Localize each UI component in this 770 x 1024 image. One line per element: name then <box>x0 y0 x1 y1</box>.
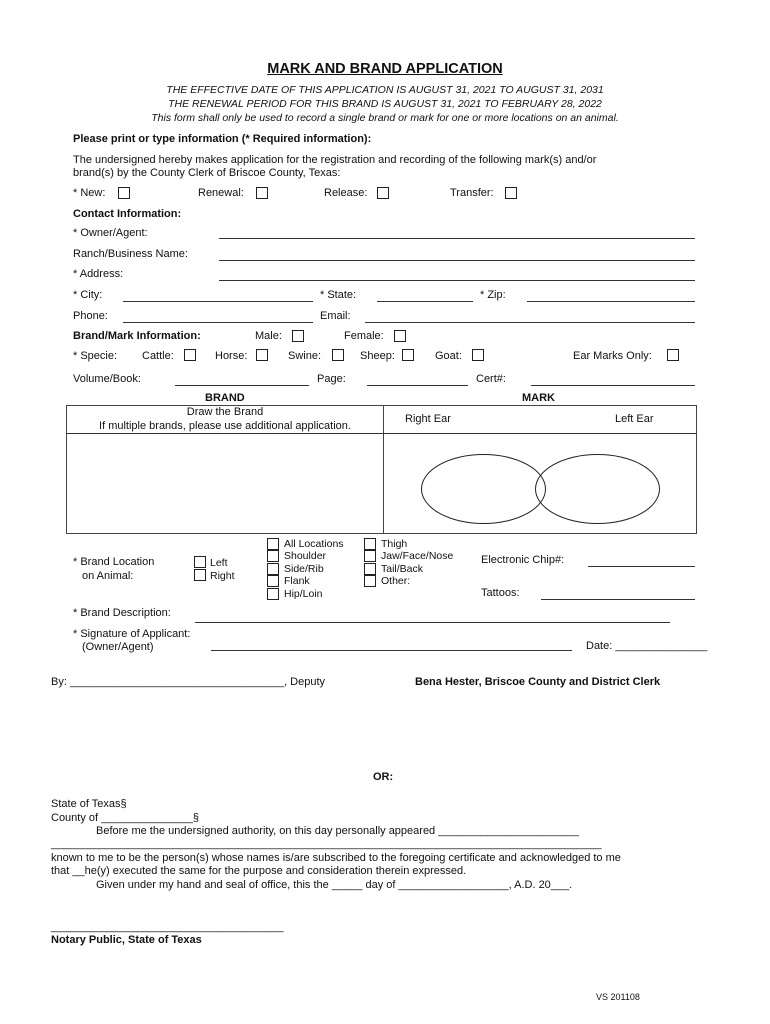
notary-county[interactable]: County of _______________§ <box>51 812 200 824</box>
shoulder-checkbox[interactable] <box>267 550 279 562</box>
sheep-checkbox[interactable] <box>402 349 414 361</box>
all-locations-label: All Locations <box>284 538 344 550</box>
thigh-label: Thigh <box>381 538 408 550</box>
owner-field[interactable] <box>219 238 695 239</box>
page-title: MARK AND BRAND APPLICATION <box>267 61 503 77</box>
notary-before: Before me the undersigned authority, on this day personally appeared _______________________ <box>96 825 579 837</box>
transfer-checkbox[interactable] <box>505 187 517 199</box>
swine-checkbox[interactable] <box>332 349 344 361</box>
state-field[interactable] <box>377 301 473 302</box>
new-checkbox[interactable] <box>118 187 130 199</box>
tattoos-field[interactable] <box>541 599 695 600</box>
electronic-chip-label: Electronic Chip#: <box>481 554 565 566</box>
brand-description-field[interactable] <box>195 622 670 623</box>
email-field[interactable] <box>365 322 695 323</box>
effective-date-line: THE EFFECTIVE DATE OF THIS APPLICATION IS AUGUST 31, 2021 TO AUGUST 31, 2031 <box>166 84 604 96</box>
address-label: * Address: <box>73 268 124 280</box>
ranch-field[interactable] <box>219 260 695 261</box>
shoulder-label: Shoulder <box>284 550 327 562</box>
owner-agent-label: (Owner/Agent) <box>82 641 154 653</box>
deputy-line[interactable]: By: ___________________________________, Deputy <box>51 676 326 688</box>
right-side-checkbox[interactable] <box>194 569 206 581</box>
phone-label: Phone: <box>73 310 108 322</box>
cert-label: Cert#: <box>476 373 506 385</box>
swine-label: Swine: <box>288 350 322 362</box>
goat-label: Goat: <box>435 350 462 362</box>
contact-heading: Contact Information: <box>73 208 182 220</box>
release-label: Release: <box>324 187 368 199</box>
horse-checkbox[interactable] <box>256 349 268 361</box>
email-label: Email: <box>320 310 351 322</box>
left-side-label: Left <box>210 557 228 569</box>
all-locations-checkbox[interactable] <box>267 538 279 550</box>
notary-public-label: Notary Public, State of Texas <box>51 934 202 946</box>
side-rib-label: Side/Rib <box>284 563 324 575</box>
goat-checkbox[interactable] <box>472 349 484 361</box>
tattoos-label: Tattoos: <box>481 587 520 599</box>
intro-line-1: The undersigned hereby makes application for the registration and recording of the following mark(s) and/or <box>73 154 597 166</box>
zip-field[interactable] <box>527 301 695 302</box>
clerk-name: Bena Hester, Briscoe County and District Clerk <box>415 676 661 688</box>
owner-label: * Owner/Agent: <box>73 227 148 239</box>
mark-box-divider <box>383 433 697 434</box>
address-field[interactable] <box>219 280 695 281</box>
cattle-checkbox[interactable] <box>184 349 196 361</box>
form-version: VS 201108 <box>596 992 640 1002</box>
flank-checkbox[interactable] <box>267 575 279 587</box>
mark-heading: MARK <box>522 392 555 404</box>
date-field[interactable]: Date: _______________ <box>586 640 708 652</box>
notary-state: State of Texas§ <box>51 798 127 810</box>
tail-back-checkbox[interactable] <box>364 563 376 575</box>
volume-field[interactable] <box>175 385 309 386</box>
ear-marks-only-label: Ear Marks Only: <box>573 350 652 362</box>
side-rib-checkbox[interactable] <box>267 563 279 575</box>
renewal-checkbox[interactable] <box>256 187 268 199</box>
zip-label: * Zip: <box>480 289 506 301</box>
ranch-label: Ranch/Business Name: <box>73 248 188 260</box>
thigh-checkbox[interactable] <box>364 538 376 550</box>
left-ear-label: Left Ear <box>615 413 654 425</box>
notary-given: Given under my hand and seal of office, this the _____ day of __________________, A.D. 20___. <box>96 879 573 891</box>
volume-label: Volume/Book: <box>73 373 141 385</box>
right-ear-diagram[interactable] <box>421 454 546 524</box>
other-location-label: Other: <box>381 575 411 587</box>
renewal-label: Renewal: <box>198 187 244 199</box>
flank-label: Flank <box>284 575 310 587</box>
horse-label: Horse: <box>215 350 248 362</box>
renewal-period-line: THE RENEWAL PERIOD FOR THIS BRAND IS AUGUST 31, 2021 TO FEBRUARY 28, 2022 <box>168 98 602 110</box>
instructions-text: Please print or type information (* Required information): <box>73 133 372 145</box>
on-animal-label: on Animal: <box>82 570 134 582</box>
right-side-label: Right <box>210 570 235 582</box>
right-ear-label: Right Ear <box>405 413 451 425</box>
city-field[interactable] <box>123 301 313 302</box>
notary-known: known to me to be the person(s) whose names is/are subscribed to the foregoing certificate and acknowledged to me <box>51 852 621 864</box>
or-label: OR: <box>373 771 394 783</box>
jaw-face-nose-label: Jaw/Face/Nose <box>381 550 454 562</box>
left-ear-diagram[interactable] <box>535 454 660 524</box>
hip-loin-label: Hip/Loin <box>284 588 323 600</box>
page-label: Page: <box>317 373 346 385</box>
female-checkbox[interactable] <box>394 330 406 342</box>
male-label: Male: <box>255 330 282 342</box>
multiple-brands-note: If multiple brands, please use additional application. <box>99 420 351 432</box>
page-field[interactable] <box>367 385 468 386</box>
hip-loin-checkbox[interactable] <box>267 588 279 600</box>
release-checkbox[interactable] <box>377 187 389 199</box>
intro-line-2: brand(s) by the County Clerk of Briscoe County, Texas: <box>73 167 341 179</box>
new-label: * New: <box>73 187 106 199</box>
brand-location-label: * Brand Location <box>73 556 155 568</box>
transfer-label: Transfer: <box>450 187 494 199</box>
sheep-label: Sheep: <box>360 350 395 362</box>
other-location-checkbox[interactable] <box>364 575 376 587</box>
cattle-label: Cattle: <box>142 350 174 362</box>
signature-field[interactable] <box>211 650 572 651</box>
brand-info-heading: Brand/Mark Information: <box>73 330 201 342</box>
electronic-chip-field[interactable] <box>588 566 695 567</box>
usage-note-line: This form shall only be used to record a single brand or mark for one or more locations on an animal. <box>151 112 619 124</box>
draw-brand-text: Draw the Brand <box>186 406 264 418</box>
brand-description-label: * Brand Description: <box>73 607 171 619</box>
jaw-face-nose-checkbox[interactable] <box>364 550 376 562</box>
notary-that: that __he(y) executed the same for the purpose and consideration therein expressed. <box>51 865 467 877</box>
notary-signature-line[interactable]: ______________________________________ <box>51 921 284 933</box>
phone-field[interactable] <box>123 322 313 323</box>
city-label: * City: <box>73 289 103 301</box>
signature-label: * Signature of Applicant: <box>73 628 191 640</box>
female-label: Female: <box>344 330 384 342</box>
ear-marks-only-checkbox[interactable] <box>667 349 679 361</box>
cert-field[interactable] <box>531 385 695 386</box>
state-label: * State: <box>320 289 357 301</box>
notary-blank-line[interactable]: __________________________________________________________________________________________ <box>51 838 602 850</box>
brand-box-divider <box>66 433 384 434</box>
left-side-checkbox[interactable] <box>194 556 206 568</box>
tail-back-label: Tail/Back <box>381 563 424 575</box>
male-checkbox[interactable] <box>292 330 304 342</box>
brand-heading: BRAND <box>205 392 245 404</box>
specie-label: * Specie: <box>73 350 118 362</box>
